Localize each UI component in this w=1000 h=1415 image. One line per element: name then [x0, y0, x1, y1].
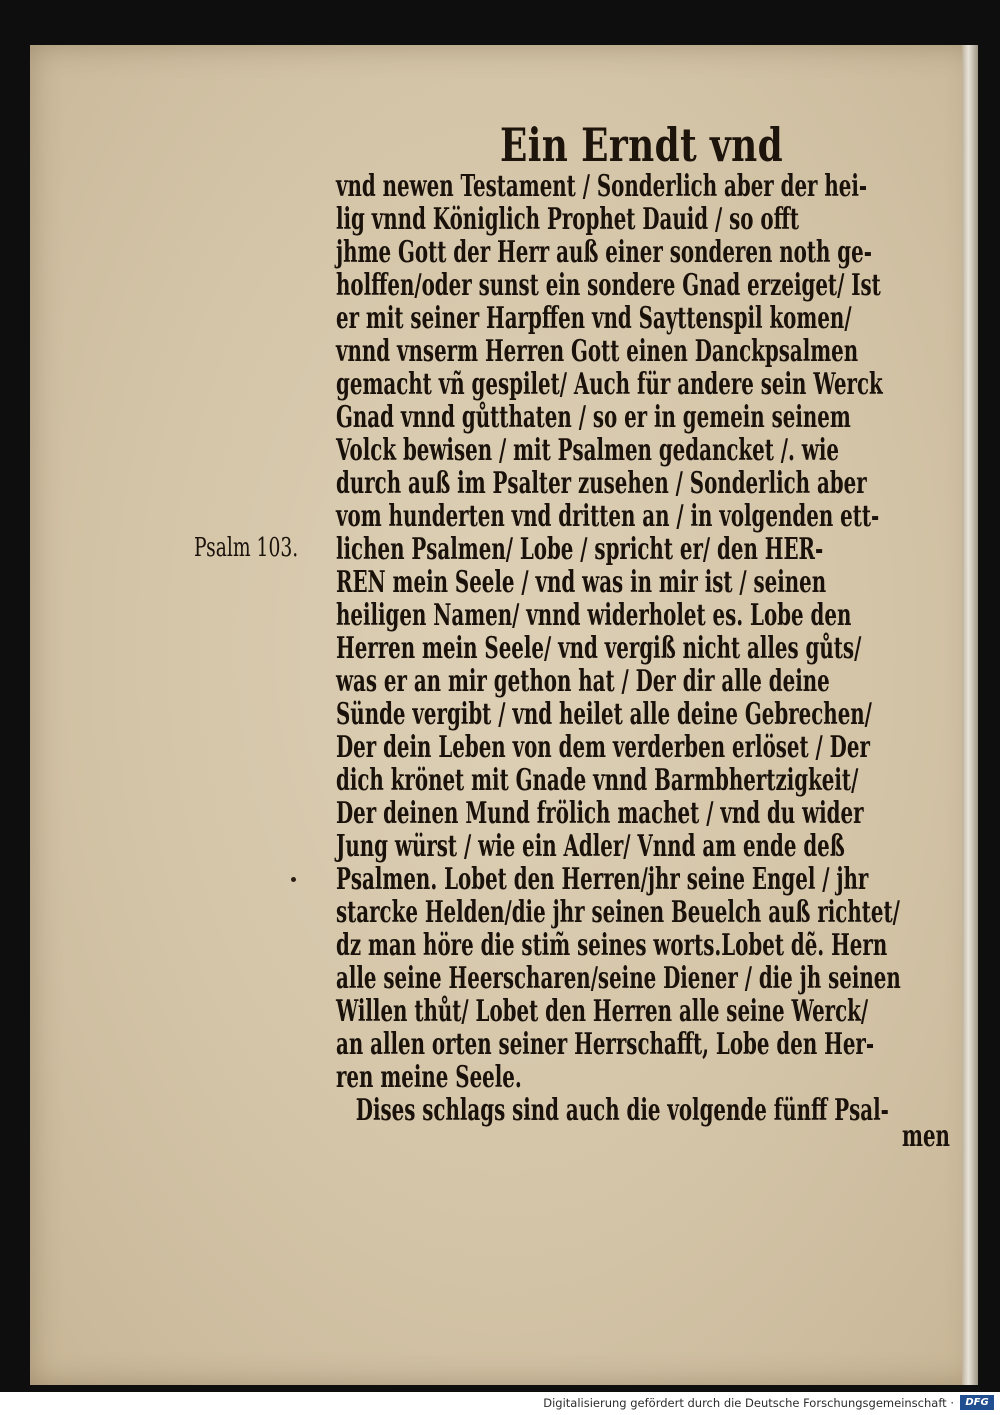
page-edge — [962, 45, 978, 1385]
text-line: alle seine Heerscharen/seine Diener / die jh seinen — [336, 961, 901, 996]
text-line: Sünde vergibt / vnd heilet alle deine Gebrechen/ — [336, 697, 872, 732]
dfg-logo[interactable]: DFG — [960, 1395, 994, 1410]
text-line: lig vnnd Königlich Prophet Dauid / so offt — [336, 202, 799, 237]
text-line: vom hunderten vnd dritten an / in volgenden ett- — [336, 499, 880, 534]
text-line: vnd newen Testament / Sonderlich aber der hei- — [336, 169, 868, 204]
text-line: vnnd vnserm Herren Gott einen Danckpsalmen — [336, 334, 859, 369]
text-line: Der dein Leben von dem verderben erlöset / Der — [336, 730, 870, 765]
text-line: ren meine Seele. — [336, 1060, 522, 1095]
paragraph-start-line: Dises schlags sind auch die volgende fünff Psal- — [355, 1093, 889, 1128]
text-line: starcke Helden/die jhr seinen Beuelch auß richtet/ — [336, 895, 900, 930]
text-line: Volck bewisen / mit Psalmen gedancket /. wie — [336, 433, 839, 468]
text-line: Der deinen Mund frölich machet / vnd du wider — [336, 796, 864, 831]
text-line: an allen orten seiner Herrschafft, Lobe den Her- — [336, 1027, 875, 1062]
funding-credit: Digitalisierung gefördert durch die Deutsche Forschungsgemeinschaft · — [543, 1396, 954, 1410]
text-line: Gnad vnnd gůtthaten / so er in gemein seinem — [336, 400, 851, 435]
body-text — [336, 170, 956, 1127]
text-line: REN mein Seele / vnd was in mir ist / seinen — [336, 565, 827, 600]
text-line: Willen thůt/ Lobet den Herren alle seine Werck/ — [336, 994, 869, 1029]
text-line: Psalmen. Lobet den Herren/jhr seine Engel / jhr — [336, 862, 869, 897]
text-line: Herren mein Seele/ vnd vergiß nicht alles gůts/ — [336, 631, 862, 666]
text-line: dich krönet mit Gnade vnnd Barmbhertzigkeit/ — [336, 763, 859, 798]
text-line: was er an mir gethon hat / Der dir alle deine — [336, 664, 830, 699]
text-line: er mit seiner Harpffen vnd Sayttenspil komen/ — [336, 301, 852, 336]
text-line: lichen Psalmen/ Lobe / spricht er/ den HER- — [336, 532, 824, 567]
text-line: dz man höre die stim̃ seines worts.Lobet dẽ. Hern — [336, 928, 888, 963]
text-line: gemacht vñ gespilet/ Auch für andere sein Werck — [336, 367, 883, 402]
marginal-note: Psalm 103. — [194, 533, 299, 563]
margin-mark — [291, 877, 296, 882]
catchword: men — [902, 1119, 950, 1154]
text-line: jhme Gott der Herr auß einer sonderen noth ge- — [336, 235, 872, 270]
text-line: Jung würst / wie ein Adler/ Vnnd am ende deß — [336, 829, 845, 864]
text-line: durch auß im Psalter zusehen / Sonderlich aber — [336, 466, 867, 501]
text-line: holffen/oder sunst ein sondere Gnad erzeiget/ Ist — [336, 268, 881, 303]
running-head: Ein Erndt vnd — [500, 118, 784, 172]
text-line: heiligen Namen/ vnnd widerholet es. Lobe den — [336, 598, 852, 633]
